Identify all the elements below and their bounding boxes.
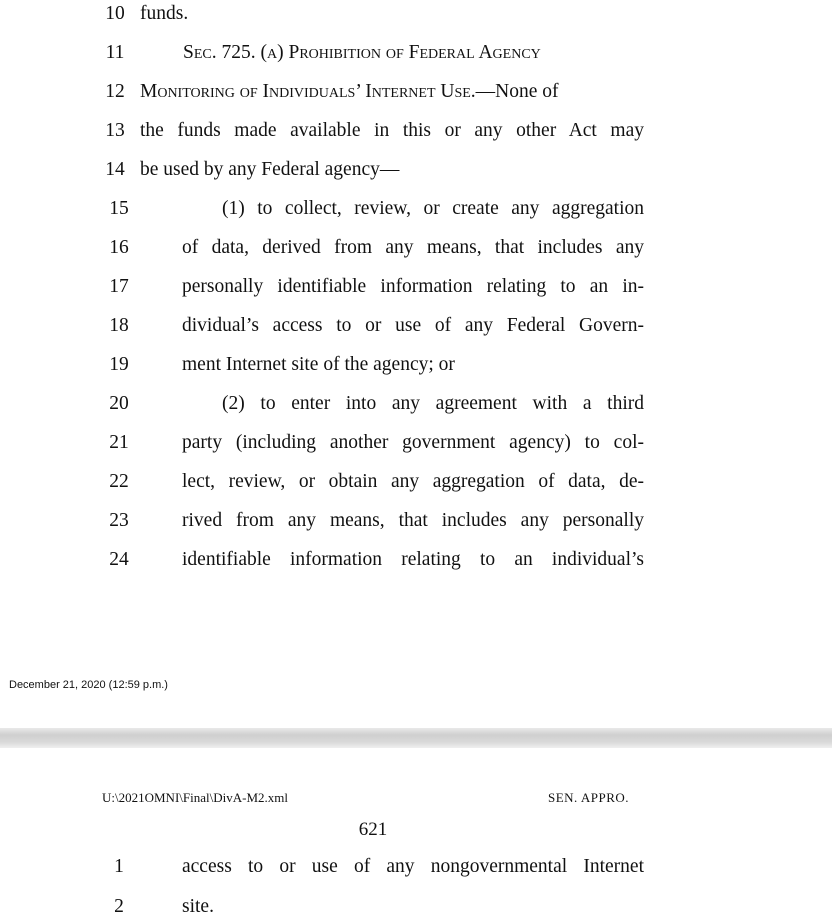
line-number: 21 [109,432,129,453]
line-text [140,79,559,105]
line-number: 14 [105,159,125,180]
bill-line [0,430,832,456]
line-number: 23 [109,510,129,531]
section-title: Prohibition of Federal Agency [288,42,541,63]
line-number: 15 [109,198,129,219]
line-number: 1 [114,856,124,877]
bill-line [0,352,832,378]
bill-line [0,313,832,339]
section-label: Sec. 725. (a) [183,42,289,63]
line-text: funds. [140,3,189,24]
bill-line [0,391,832,417]
page-number: 621 [358,819,388,840]
line-text: (1) to collect, review, or create any aggregation [222,198,644,219]
bill-line [0,274,832,300]
page-header-file-path: U:\2021OMNI\Final\DivA-M2.xml [102,790,288,805]
bill-line [0,79,832,105]
line-number: 18 [109,315,129,336]
line-number: 17 [109,276,129,297]
line-text: party (including another government agency) to col- [182,432,644,453]
line-text: of data, derived from any means, that includes any [182,237,644,258]
bill-line [0,469,832,495]
line-text: ment Internet site of the agency; or [182,354,455,375]
line-text: (2) to enter into any agreement with a third [222,393,644,414]
bill-line [0,894,832,920]
line-text: dividual’s access to or use of any Federal Govern- [182,315,644,336]
bill-line [0,196,832,222]
line-number: 10 [105,3,125,24]
page-footer-date: December 21, 2020 (12:59 p.m.) [9,679,168,691]
section-heading [183,40,541,66]
bill-line [0,40,832,66]
bill-line [0,547,832,573]
line-number: 16 [109,237,129,258]
line-number: 12 [105,81,125,102]
bill-line [0,1,832,27]
page-separator [0,728,832,748]
line-text: site. [182,896,214,917]
bill-line [0,854,832,880]
page-header-committee: SEN. APPRO. [548,790,629,805]
section-title-continued: Monitoring of Individuals’ Internet Use [140,81,471,102]
line-number: 24 [109,549,129,570]
line-text: rived from any means, that includes any personally [182,510,644,531]
line-text: be used by any Federal agency— [140,159,400,180]
line-number: 20 [109,393,129,414]
line-number: 11 [105,42,125,63]
line-number: 13 [105,120,125,141]
bill-line [0,508,832,534]
bill-line [0,118,832,144]
bill-line [0,157,832,183]
line-text: lect, review, or obtain any aggregation of data, de- [182,471,644,492]
line-text: the funds made available in this or any other Act may [140,120,644,141]
line-text: access to or use of any nongovernmental Internet [182,856,644,877]
line-number: 22 [109,471,129,492]
line-text: identifiable information relating to an individual’s [182,549,644,570]
line-text: personally identifiable information relating to an in- [182,276,644,297]
line-number: 19 [109,354,129,375]
bill-line [0,235,832,261]
line-number: 2 [114,896,124,917]
line-text-tail: .—None of [470,81,559,102]
